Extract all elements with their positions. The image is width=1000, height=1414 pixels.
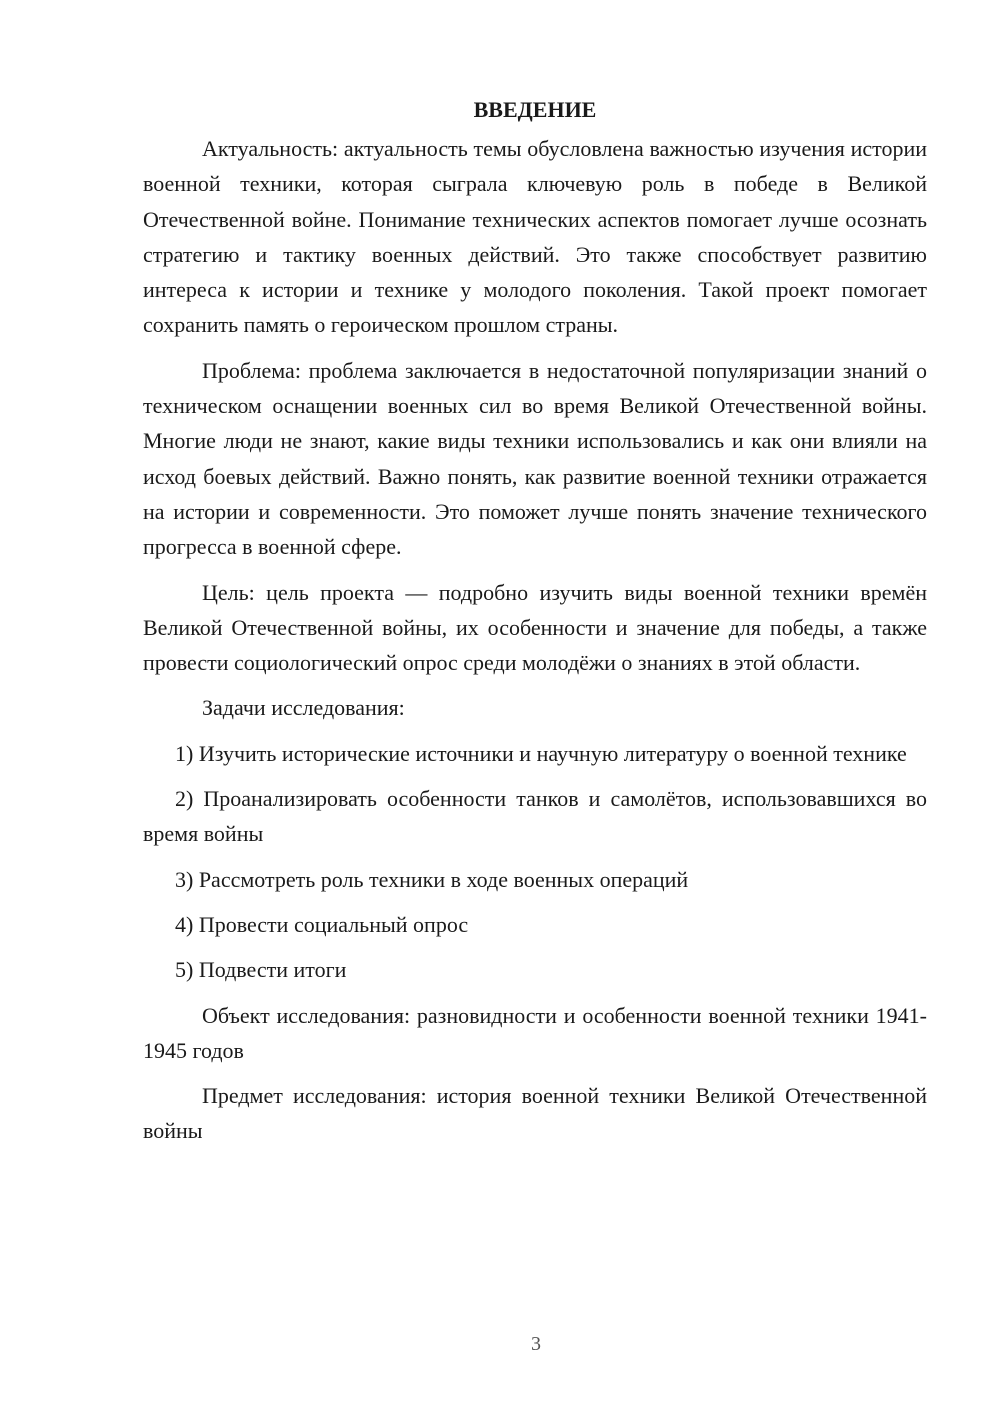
task-item-1: 1) Изучить исторические источники и научную литературу о военной технике [175, 740, 907, 766]
section-title: ВВЕДЕНИЕ [473, 97, 597, 122]
task-item-3: 3) Рассмотреть роль техники в ходе военных операций [175, 866, 689, 892]
tasks-heading: Задачи исследования: [202, 695, 405, 721]
problem-paragraph: Проблема: проблема заключается в недостаточной популяризации знаний о техническом оснащении военных сил во время Великой Отечественной войны. Многие люди не знают, какие виды техники использовались и как они влияли на исход боевых действий. Важно понять, как развитие военной техники отражается на истории и современности. Это поможет лучше понять значение технического прогресса в военной сфере. [143, 357, 927, 560]
task-item-4: 4) Провести социальный опрос [175, 911, 469, 937]
goal-paragraph: Цель: цель проекта — подробно изучить виды военной техники времён Великой Отечественной войны, их особенности и значение для победы, а также провести социологический опрос среди молодёжи о знаниях в этой области. [143, 579, 927, 676]
relevance-paragraph: Актуальность: актуальность темы обусловлена важностью изучения истории военной техники, которая сыграла ключевую роль в победе в Великой Отечественной войне. Понимание технических аспектов помогает лучше осознать стратегию и тактику военных действий. Это также способствует развитию интереса к истории и технике у молодого поколения. Такой проект помогает сохранить память о героическом прошлом страны. [143, 136, 927, 338]
subject-paragraph: Предмет исследования: история военной техники Великой Отечественной войны [143, 1083, 927, 1144]
page-content [143, 92, 927, 1159]
task-item-5: 5) Подвести итоги [175, 957, 347, 983]
page-number: 3 [531, 1333, 541, 1355]
task-item-2: 2) Проанализировать особенности танков и самолётов, использовавшихся во время войны [143, 786, 927, 847]
object-paragraph: Объект исследования: разновидности и особенности военной техники 1941-1945 годов [143, 1002, 927, 1063]
